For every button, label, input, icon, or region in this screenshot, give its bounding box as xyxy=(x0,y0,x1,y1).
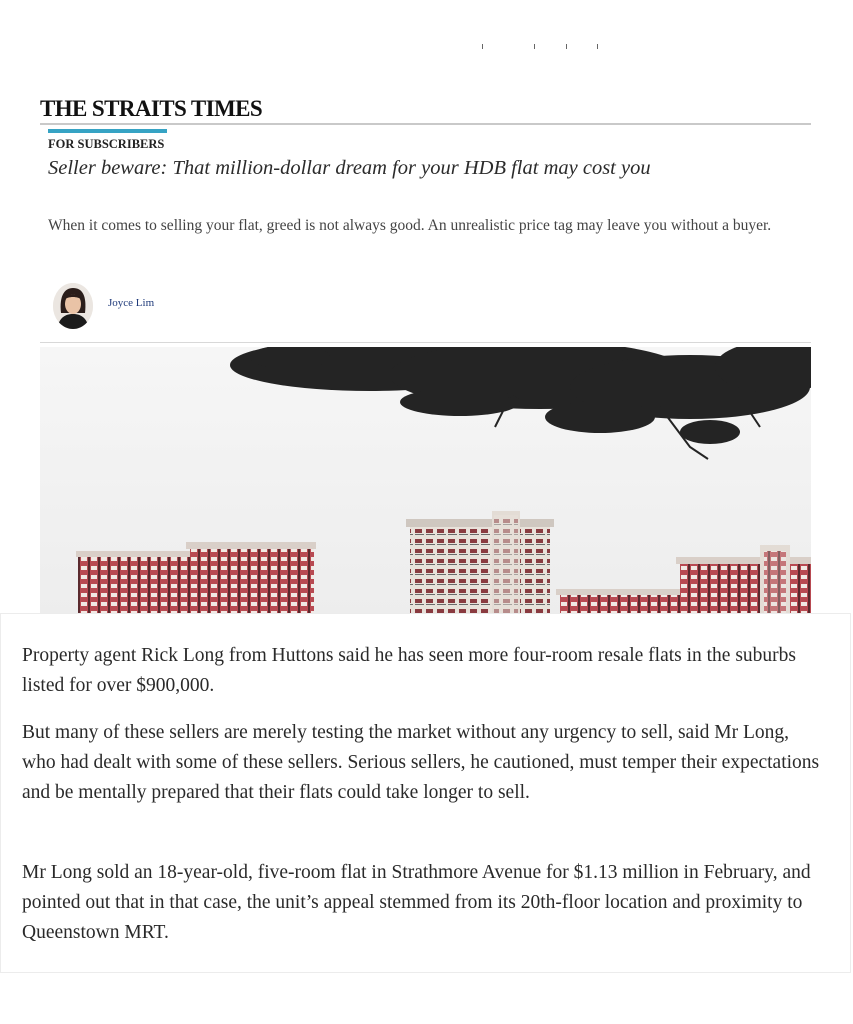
kicker-accent-bar xyxy=(48,129,167,133)
masthead-logo: THE STRAITS TIMES xyxy=(40,96,263,121)
excerpt-paragraph: But many of these sellers are merely testing the market without any urgency to sell, said Mr Long, who had dealt with some of these sellers. Serious sellers, he cautioned, must temper their expectations and be mentally prepared that their flats could take longer to sell. xyxy=(22,722,820,803)
article-headline[interactable]: Seller beware: That million-dollar dream for your HDB flat may cost you xyxy=(48,157,651,179)
subscriber-kicker[interactable]: FOR SUBSCRIBERS xyxy=(48,137,165,151)
author-name[interactable]: Joyce Lim xyxy=(108,297,155,309)
article-excerpt-card xyxy=(0,613,851,973)
excerpt-paragraph: Mr Long sold an 18-year-old, five-room flat in Strathmore Avenue for $1.13 million in February, and pointed out that in that case, the unit’s appeal stemmed from its 20th-floor location and proximity to Queenstown MRT. xyxy=(22,862,811,943)
excerpt-paragraph: Property agent Rick Long from Huttons said he has seen more four-room resale flats in the suburbs listed for over $900,000. xyxy=(22,645,797,696)
scan-marks xyxy=(482,44,602,52)
author-avatar[interactable] xyxy=(53,283,93,329)
article-photo xyxy=(40,347,811,615)
byline-divider xyxy=(40,342,811,343)
masthead-divider xyxy=(40,123,811,125)
article-standfirst: When it comes to selling your flat, greed is not always good. An unrealistic price tag may leave you without a buyer. xyxy=(48,217,772,234)
